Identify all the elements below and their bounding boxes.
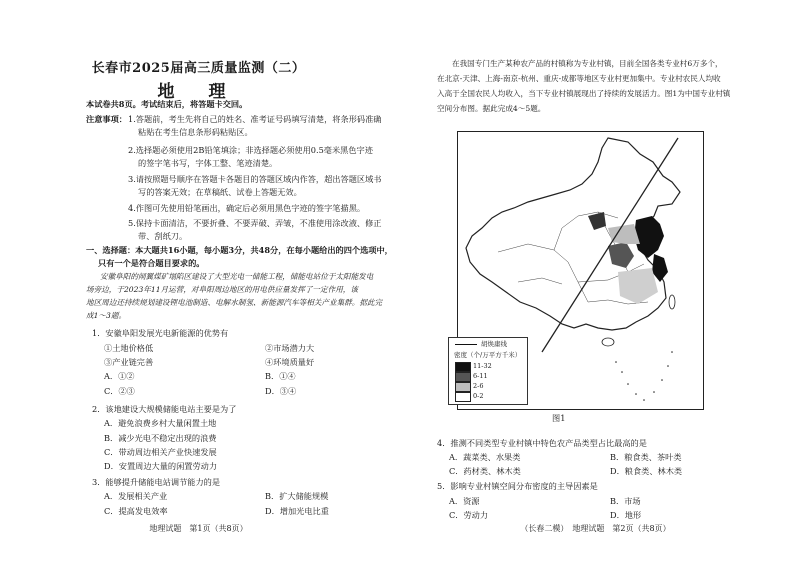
right-passage-line: 在北京-天津、上海-南京-杭州、重庆-成都等地区专业村更加集中。专业村农民人均收 xyxy=(437,74,721,83)
legend-label: 11-32 xyxy=(473,362,492,370)
q2-stem: 2．该地建设大规模储能电站主要是为了 xyxy=(92,404,237,414)
hu-line-legend-swatch xyxy=(455,344,477,345)
legend-label: 0-2 xyxy=(473,392,484,400)
intro-text: 本试卷共8页。考试结束后，将答题卡交回。 xyxy=(86,99,248,109)
section-heading-line2: 只有一个是符合题目要求的。 xyxy=(98,258,205,268)
legend-swatch-11-32 xyxy=(455,362,471,372)
q1-item: ②市场潜力大 xyxy=(265,343,315,353)
note-line: 2.选择题必须使用2B铅笔填涂；非选择题必须使用0.5毫米黑色字迹 xyxy=(128,145,373,155)
q4-option-c[interactable]: C．药材类、林木类 xyxy=(449,466,521,476)
note-line: 4.作图可先使用铅笔画出，确定后必须用黑色字迹的签字笔描黑。 xyxy=(128,203,366,213)
passage-line: 地区周边还持续规划建设锂电池制造、电解水制氢、新能源汽车等相关产业集群。据此完 xyxy=(86,298,383,307)
right-passage-line: 空间分布图。据此完成4～5题。 xyxy=(437,104,546,113)
q4-option-a[interactable]: A．蔬菜类、水果类 xyxy=(449,452,521,462)
passage-line: 安徽阜阳的闸翼煤矿塌陷区建设了大型光电一储能工程，储能电站位于太阳能发电 xyxy=(100,272,374,281)
density-2-6-region xyxy=(618,268,658,304)
note-line: 的签字笔书写，字体工整、笔迹清楚。 xyxy=(138,158,278,168)
page-footer-right: （长春二模） 地理试题 第2页（共8页） xyxy=(520,524,671,533)
note-line: 写的答案无效；在草稿纸、试卷上答题无效。 xyxy=(138,187,302,197)
q1-item: ④环境质量好 xyxy=(265,357,315,367)
legend-swatch-6-11 xyxy=(455,372,471,382)
q5-stem: 5．影响专业村镇空间分布密度的主导因素是 xyxy=(437,481,598,491)
q1-item: ③产业链完善 xyxy=(104,357,154,367)
q2-option-d[interactable]: D．安置周边大量的闲置劳动力 xyxy=(104,461,218,471)
q3-option-d[interactable]: D．增加光电比重 xyxy=(265,506,329,516)
legend-label: 6-11 xyxy=(473,372,488,380)
q4-option-d[interactable]: D．粮食类、林木类 xyxy=(610,466,683,476)
note-line: 5.保持卡面清洁，不要折叠、不要弄破、弄皱，不准使用涂改液、修正 xyxy=(128,218,382,228)
right-passage-line: 入高于全国农民人均收入，当下专业村镇展现出了持续的发展活力。图1为中国专业村镇 xyxy=(437,89,731,98)
hainan-island xyxy=(602,338,614,346)
right-passage-line: 在我国专门生产某种农产品的村镇称为专业村镇，目前全国各类专业村6万多个， xyxy=(452,59,723,68)
q5-option-a[interactable]: A．资源 xyxy=(449,496,480,506)
q4-stem: 4．推测不同类型专业村镇中特色农产品类型占比最高的是 xyxy=(437,438,647,448)
legend-swatch-0-2 xyxy=(455,392,471,402)
subject-heading: 地 理 xyxy=(157,82,240,102)
province-border xyxy=(518,278,562,284)
exam-title: 长春市2025届高三质量监测（二） xyxy=(91,61,306,76)
legend-title: 密度（个/万平方千米） xyxy=(454,351,522,359)
taiwan-island xyxy=(669,295,675,309)
q3-option-b[interactable]: B．扩大储能规模 xyxy=(265,491,329,501)
density-6-11-region xyxy=(608,242,634,268)
legend-label: 2-6 xyxy=(473,382,484,390)
q3-option-a[interactable]: A．发展相关产业 xyxy=(104,491,168,501)
legend-swatch-2-6 xyxy=(455,382,471,392)
q3-option-c[interactable]: C．提高发电效率 xyxy=(104,506,168,516)
q5-option-c[interactable]: C．劳动力 xyxy=(449,510,489,520)
q3-stem: 3．能够提升储能电站调节能力的是 xyxy=(92,477,221,487)
q2-option-b[interactable]: B．减少光电不稳定出现的浪费 xyxy=(104,433,217,443)
q1-option-d[interactable]: D．③④ xyxy=(265,386,297,396)
note-line: 1.答题前，考生先将自己的姓名、准考证号码填写清楚，将条形码准确 xyxy=(128,114,382,124)
passage-line: 成1～3题。 xyxy=(86,311,127,320)
province-border xyxy=(498,244,588,302)
q1-stem: 1．安徽阜阳发展光电新能源的优势有 xyxy=(92,328,229,338)
density-11-32-region xyxy=(634,216,664,258)
note-line: 带、刮纸刀。 xyxy=(138,231,188,241)
note-line: 3.请按照题号顺序在答题卡各题目的答题区域内作答，超出答题区域书 xyxy=(128,174,382,184)
q1-option-c[interactable]: C．②③ xyxy=(104,386,135,396)
passage-line: 场旁边，于2023年11月运营，对阜阳周边地区的用电供应量发挥了一定作用，该 xyxy=(86,285,358,294)
page-footer-left: 地理试题 第1页（共8页） xyxy=(149,524,248,533)
q2-option-a[interactable]: A．避免浪费乡村大量闲置土地 xyxy=(104,418,217,428)
q1-item: ①土地价格低 xyxy=(104,343,154,353)
note-line: 粘贴在考生信息条形码粘贴区。 xyxy=(138,127,253,137)
hu-line-legend-label: 胡焕庸线 xyxy=(481,340,507,348)
q5-option-d[interactable]: D．地形 xyxy=(610,510,642,520)
figure-caption: 图1 xyxy=(552,413,566,423)
notes-label: 注意事项： xyxy=(86,114,127,124)
map-legend xyxy=(448,337,528,405)
section-heading: 一、选择题：本大题共16小题，每小题3分，共48分，在每小题给出的四个选项中， xyxy=(86,245,393,255)
q4-option-b[interactable]: B．粮食类、茶叶类 xyxy=(610,452,682,462)
province-border xyxy=(554,212,618,250)
density-6-11-region xyxy=(588,212,606,230)
q2-option-c[interactable]: C．带动周边相关产业快速发展 xyxy=(104,447,217,457)
south-sea-islands xyxy=(615,351,673,401)
q5-option-b[interactable]: B．市场 xyxy=(610,496,641,506)
q1-option-b[interactable]: B．①④ xyxy=(265,371,296,381)
q1-option-a[interactable]: A．①② xyxy=(104,371,135,381)
